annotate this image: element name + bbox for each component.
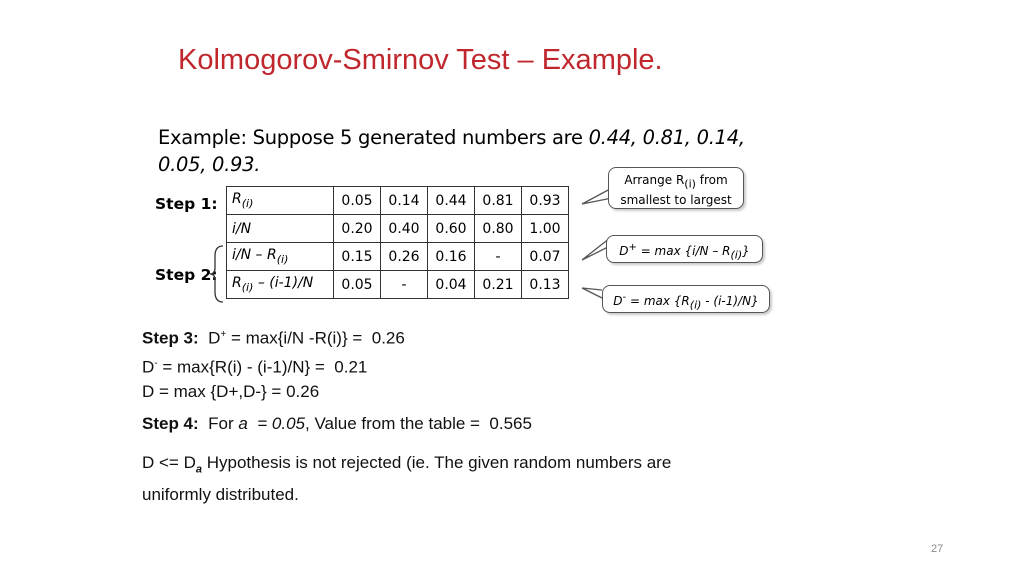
table-cell: 0.05: [334, 187, 381, 215]
callout-arrange: [608, 167, 744, 209]
table-row: [227, 271, 569, 299]
table-cell: -: [381, 271, 428, 299]
step3-line1: Step 3: D+ = max{i/N -R(i)} = 0.26: [142, 328, 405, 348]
table-cell: 0.04: [428, 271, 475, 299]
callout-arrange-line2: smallest to largest: [620, 193, 732, 208]
table-row: [227, 187, 569, 215]
table-cell: 0.21: [475, 271, 522, 299]
row-label-ri: $R_{(i)}$: [227, 187, 334, 215]
example-line-2: 0.05, 0.93.: [158, 153, 261, 176]
table-cell: 0.60: [428, 215, 475, 243]
slide-title: Kolmogorov-Smirnov Test – Example.: [178, 44, 663, 76]
row-label-ri-minus: $R_{(i)} - (i-1)/N$: [227, 271, 334, 299]
table-cell: 0.05: [334, 271, 381, 299]
table-cell: 0.44: [428, 187, 475, 215]
conclusion-block: [142, 450, 671, 507]
table-cell: 1.00: [522, 215, 569, 243]
conclusion-line2: uniformly distributed.: [142, 485, 299, 505]
ks-table: [226, 186, 569, 299]
step3-line3: D = max {D+,D-} = 0.26: [142, 382, 320, 402]
table-cell: 0.93: [522, 187, 569, 215]
table-cell: 0.40: [381, 215, 428, 243]
callout-dminus: $D^- = \max \{R_{(i)} - (i-1)/N\}$: [602, 285, 770, 313]
table-cell: 0.15: [334, 243, 381, 271]
callout-arrange-line1: Arrange $R_{(i)}$ from: [624, 173, 728, 191]
callout-dplus: $D^+ = \max \{i/N - R_{(i)}\}$: [606, 235, 763, 263]
conclusion-line1: $D <= D_a$ Hypothesis is not rejected (ie. The given random numbers are: [142, 453, 672, 476]
step2-label: Step 2:: [155, 266, 218, 284]
table-row: [227, 215, 569, 243]
example-prefix: Example: Suppose 5 generated numbers are: [158, 126, 589, 149]
step4-line: Step 4: For a = 0.05, Value from the table = 0.565: [142, 414, 532, 433]
example-numbers: 0.44, 0.81, 0.14,: [588, 126, 745, 149]
step4-label: Step 4:: [142, 414, 199, 433]
table-cell: 0.13: [522, 271, 569, 299]
table-cell: 0.16: [428, 243, 475, 271]
step3-block: [142, 322, 405, 404]
example-line-1: [158, 124, 745, 151]
table-cell: 0.20: [334, 215, 381, 243]
page-number: 27: [931, 543, 944, 555]
step2-brace: [209, 244, 227, 304]
table-cell: 0.26: [381, 243, 428, 271]
row-label-in-minus-ri: $i/N - R_{(i)}$: [227, 243, 334, 271]
table-cell: 0.14: [381, 187, 428, 215]
table-cell: -: [475, 243, 522, 271]
table-cell: 0.07: [522, 243, 569, 271]
step1-label: Step 1:: [155, 195, 218, 213]
step3-label: Step 3:: [142, 328, 199, 348]
table-cell: 0.81: [475, 187, 522, 215]
step3-line2: D- = max{R(i) - (i-1)/N} = 0.21: [142, 357, 368, 377]
table-cell: 0.80: [475, 215, 522, 243]
row-label-in: i/N: [227, 215, 334, 243]
table-row: [227, 243, 569, 271]
